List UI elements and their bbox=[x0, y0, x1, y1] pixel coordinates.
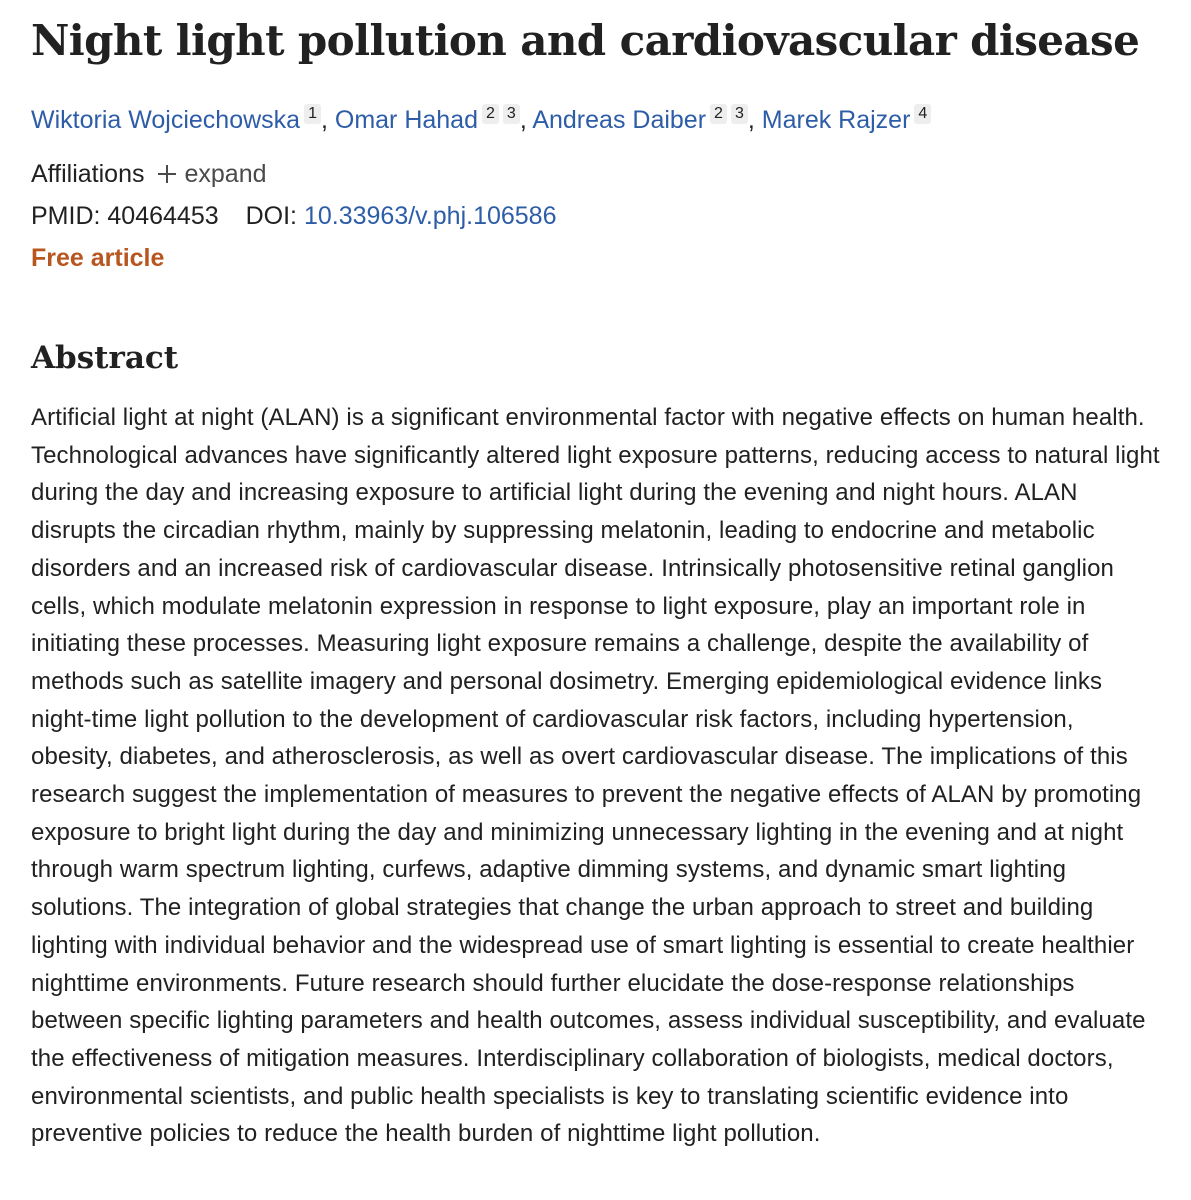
authors-list bbox=[31, 104, 1171, 136]
free-article-badge: Free article bbox=[31, 244, 165, 272]
author-link[interactable]: Andreas Daiber bbox=[532, 106, 707, 134]
author-separator: , bbox=[747, 106, 762, 134]
doi-label: DOI: bbox=[245, 202, 297, 230]
expand-affiliations-button[interactable] bbox=[157, 158, 267, 190]
affiliation-number[interactable]: 3 bbox=[731, 104, 748, 124]
doi-link[interactable]: 10.33963/v.phj.106586 bbox=[303, 202, 557, 230]
pmid-label: PMID: bbox=[31, 202, 101, 230]
abstract-heading: Abstract bbox=[31, 340, 179, 376]
expand-label: expand bbox=[184, 160, 267, 188]
abstract-text: Artificial light at night (ALAN) is a significant environmental factor with negative effects on human health. Technological advances have significantly altered light exposure patterns, reducing access to natural light during the day and increasing exposure to artificial light during the evening and night hours. ALAN disrupts the circadian rhythm, mainly by suppressing melatonin, leading to endocrine and metabolic disorders and an increased risk of cardiovascular disease. Intrinsically photosensitive retinal ganglion cells, which modulate melatonin expression in response to light exposure, play an important role in initiating these processes. Measuring light exposure remains a challenge, despite the availability of methods such as satellite imagery and personal dosimetry. Emerging epidemiological evidence links night-time light pollution to the development of cardiovascular risk factors, including hypertension, obesity, diabetes, and atherosclerosis, as well as overt cardiovascular disease. The implications of this research suggest the implementation of measures to prevent the negative effects of ALAN by promoting exposure to bright light during the day and minimizing unnecessary lighting in the evening and at night through warm spectrum lighting, curfews, adaptive dimming systems, and dynamic smart lighting solutions. The integration of global strategies that change the urban approach to street and building lighting with individual behavior and the widespread use of smart lighting is essential to create healthier nighttime environments. Future research should further elucidate the dose-response relationships between specific lighting parameters and health outcomes, assess individual susceptibility, and evaluate the effectiveness of mitigation measures. Interdisciplinary collaboration of biologists, medical doctors, environmental scientists, and public health specialists is key to translating scientific evidence into preventive policies to reduce the health burden of nighttime light pollution. bbox=[31, 404, 1160, 1148]
author-link[interactable]: Wiktoria Wojciechowska bbox=[31, 106, 301, 134]
affiliation-number[interactable]: 3 bbox=[503, 104, 520, 124]
author-separator: , bbox=[519, 106, 533, 134]
affiliation-number[interactable]: 2 bbox=[710, 104, 727, 124]
author-link[interactable]: Marek Rajzer bbox=[761, 106, 911, 134]
article-page bbox=[31, 0, 1171, 1153]
affiliations-label: Affiliations bbox=[31, 160, 145, 188]
affiliation-number[interactable]: 1 bbox=[304, 104, 321, 124]
affiliation-number[interactable]: 4 bbox=[914, 104, 931, 124]
plus-icon bbox=[157, 164, 177, 184]
identifiers-row bbox=[31, 200, 1171, 232]
article-title: Night light pollution and cardiovascular disease bbox=[31, 16, 1140, 65]
pmid-value: 40464453 bbox=[107, 202, 219, 230]
affiliation-number[interactable]: 2 bbox=[482, 104, 499, 124]
affiliations-row bbox=[31, 158, 1171, 190]
author-link[interactable]: Omar Hahad bbox=[334, 106, 478, 134]
author-separator: , bbox=[320, 106, 335, 134]
